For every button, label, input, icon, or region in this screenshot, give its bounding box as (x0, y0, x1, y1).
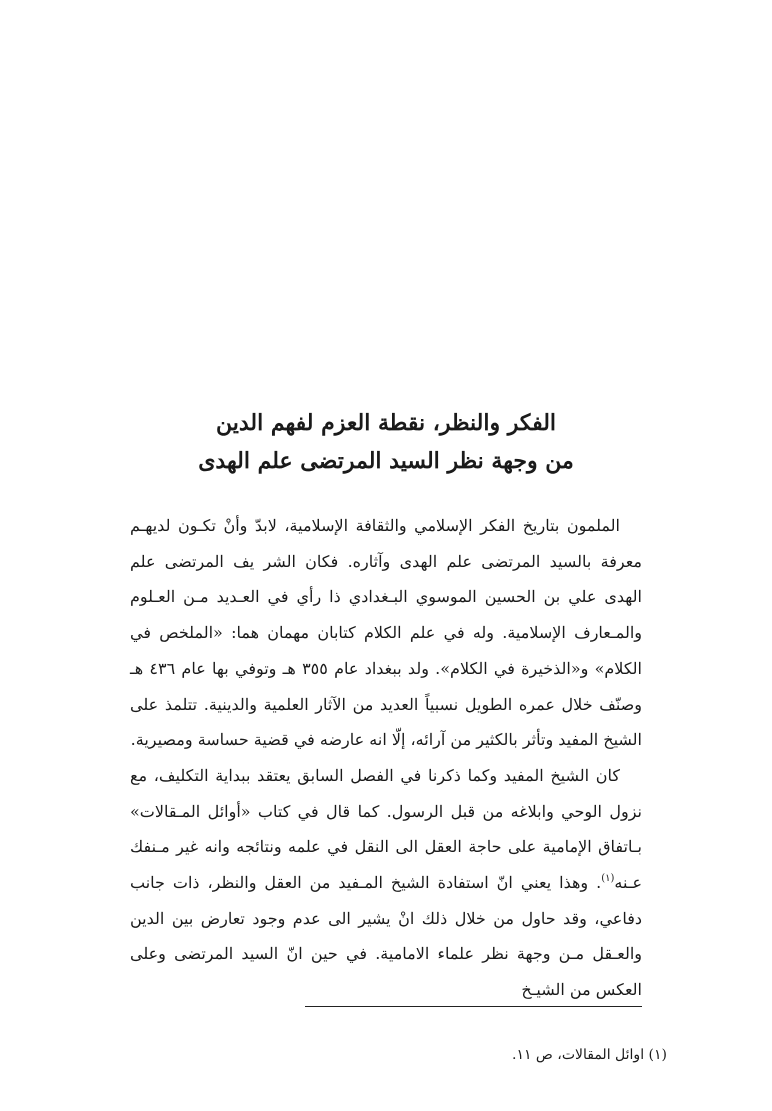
footnote-divider (305, 1006, 642, 1007)
paragraph-2 (130, 758, 642, 1008)
chapter-title-line-1: الفكر والنظر، نقطة العزم لفهم الدين (215, 410, 557, 436)
paragraph-2-text-before: كان الشيخ المفيد وكما ذكرنا في الفصل السابق يعتقد ببداية التكليف، مع نزول الوحي وابلاغه من قبل الرسول. كما قال في كتاب «أوائل المـقالات» بـاتفاق الإمامية على حاجة العقل الى النقل في علمه ونتائجه وانه غير مـنفك عـنه (130, 765, 643, 893)
footnote-reference[interactable]: (١) (601, 873, 615, 885)
paragraph-1 (130, 508, 642, 758)
paragraph-1-text: الملمون بتاريخ الفكر الإسلامي والثقافة الإسلامية، لابدّ وأنْ تكـون لديهـم معرفة بالسيد المرتضى علم الهدى وآثاره. فكان الشر يف المرتضى علم الهدى علي بن الحسين الموسوي البـغدادي ذا رأي في العـديد مـن العـلوم والمـعارف الإسلامية. وله في علم الكلام كتابان مهمان هما: «الملخص في الكلام» و«الذخيرة في الكلام». ولد ببغداد عام ٣٥٥ هـ وتوفي بها عام ٤٣٦ هـ وصنّف خلال عمره الطويل نسبياً العديد من الآثار العلمية والدينية. تتلمذ على الشيخ المفيد وتأثر بالكثير من آرائه، إلّا انه عارضه في قضية حساسة ومصيرية. (130, 516, 642, 750)
footnote: (١) اوائل المقالات، ص ١١. (511, 1047, 667, 1063)
body-text (130, 508, 642, 1008)
chapter-title-line-2: من وجهة نظر السيد المرتضى علم الهدى (198, 448, 574, 474)
paragraph-2-text-after: . وهذا يعني انّ استفادة الشيخ المـفيد من العقل والنظر، ذات جانب دفاعي، وقد حاول من خلال ذلك انْ يشير الى عدم وجود تعارض بين الدين والعـقل مـن وجهة نظر علماء الامامية. في حين انّ السيد المرتضى وعلى العكس من الشيـخ (130, 873, 642, 1000)
chapter-title (130, 404, 642, 480)
